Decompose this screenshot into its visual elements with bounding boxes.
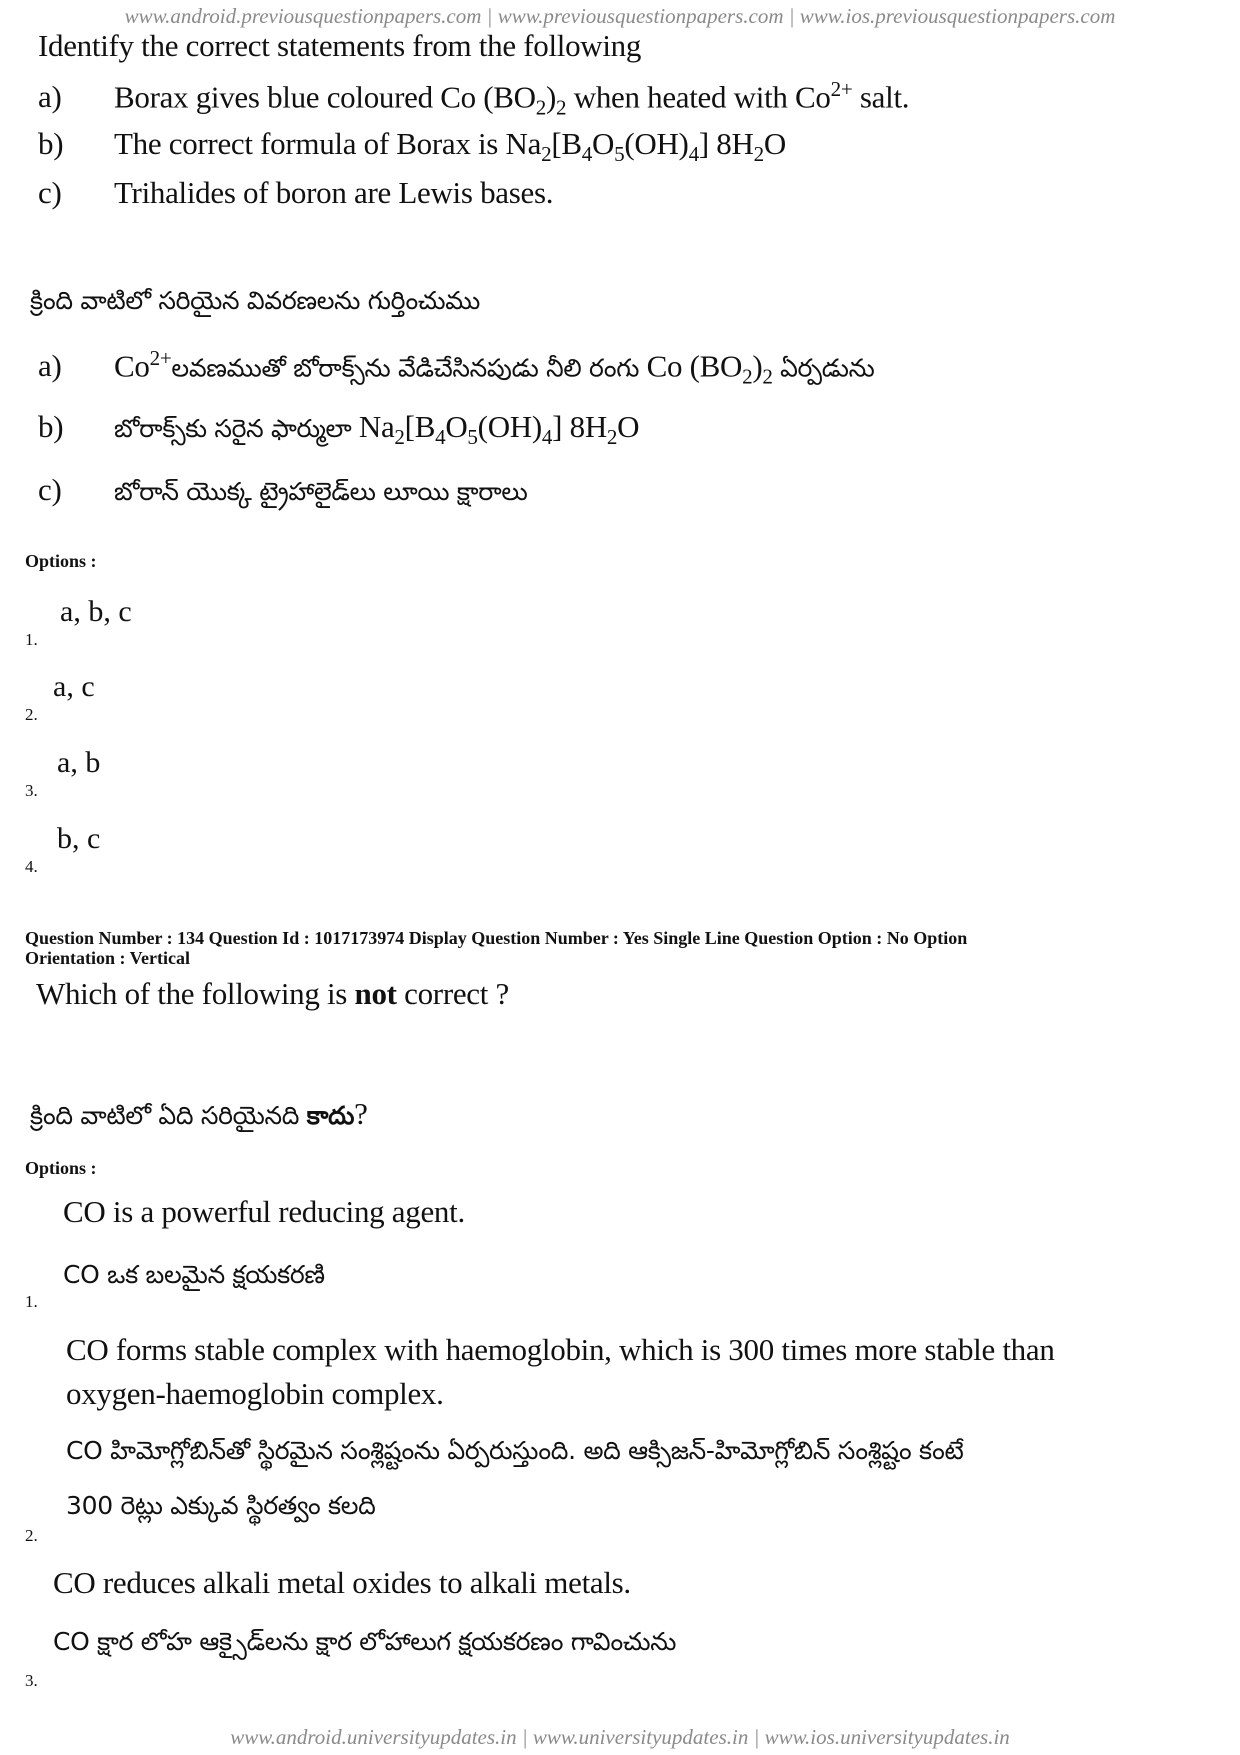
q133-heading-te: క్రింది వాటిలో సరియైన వివరణలను గుర్తించుము [30, 286, 480, 315]
q133-statement-a: a) Borax gives blue coloured Co $(BO_2)_2$ when heated with $Co^{2+}$ salt. [38, 77, 910, 120]
q134-metadata: Question Number : 134 Question Id : 1017173974 Display Question Number : Yes Single Line Question Option : No Option Orientation : Vertical [25, 928, 968, 968]
q134-option-1-text-te[interactable]: CO ఒక బలమైన క్షయకరణి [63, 1260, 325, 1289]
q134-question-te: క్రింది వాటిలో ఏది సరియైనది కాదు? [30, 1096, 368, 1131]
label-b: b) [38, 126, 64, 161]
q133-te-statement-a: a) $Co^{2+}లవణముతో$ బోరాక్స్‌ను వేడిచేసినపుడు నీలి రంగు Co $(BO_2)_2$ ఏర్పడును [38, 346, 875, 389]
footer-watermark[interactable]: www.android.universityupdates.in | www.universityupdates.in | www.ios.universityupdates.in [230, 1725, 1010, 1749]
q133-option-4-number: 4. [25, 857, 38, 876]
q134-option-2-text-en-line2[interactable]: oxygen-haemoglobin complex. [66, 1376, 444, 1411]
q133-option-2-text[interactable]: a, c [53, 670, 95, 703]
q133-heading-en: Identify the correct statements from the following [38, 28, 642, 63]
q134-options-label: Options : [25, 1158, 97, 1178]
q134-option-2-number: 2. [25, 1526, 38, 1545]
q133-statement-b: b) The correct formula of Borax is $Na_2[B_4O_5(OH)_4]$ $8H_2O$ [38, 126, 786, 167]
q134-option-2-text-te-line1[interactable]: CO హిమోగ్లోబిన్‌తో స్థిరమైన సంశ్లిష్టంను ఏర్పరుస్తుంది. అది ఆక్సిజన్-హిమోగ్లోబిన్ సంశ్లిష్టం కంటే [66, 1436, 964, 1465]
q133-option-1-text[interactable]: a, b, c [60, 595, 132, 628]
label-a: a) [38, 79, 62, 115]
header-watermark[interactable]: www.android.previousquestionpapers.com | www.previousquestionpapers.com | www.ios.previousquestionpapers.com [124, 4, 1116, 28]
q134-option-3-text-te[interactable]: CO క్షార లోహ ఆక్సైడ్‌లను క్షార లోహాలుగ క్షయకరణం గావించును [53, 1627, 677, 1656]
q133-te-statement-b: b) బోరాక్స్‌కు సరైన ఫార్ములా $Na_2[B_4O_5(OH)_4]$ $8H_2O$ [38, 409, 640, 450]
label-c: c) [38, 175, 62, 210]
q133-te-statement-c: c) బోరాన్ యొక్క ట్రైహాలైడ్‌లు లూయి క్షారాలు [38, 472, 528, 507]
q134-option-3-text-en[interactable]: CO reduces alkali metal oxides to alkali metals. [53, 1565, 631, 1600]
q134-option-1-number: 1. [25, 1292, 38, 1311]
q134-option-3-number: 3. [25, 1671, 38, 1690]
q133-option-2-number: 2. [25, 705, 38, 724]
q134-option-2-text-te-line2[interactable]: 300 రెట్లు ఎక్కువ స్థిరత్వం కలది [66, 1491, 376, 1520]
q133-option-4-text[interactable]: b, c [57, 822, 101, 855]
q134-option-1-text-en[interactable]: CO is a powerful reducing agent. [63, 1194, 465, 1229]
q133-option-3-number: 3. [25, 781, 38, 800]
q133-statement-c: c) Trihalides of boron are Lewis bases. [38, 175, 554, 210]
q134-option-2-text-en-line1[interactable]: CO forms stable complex with haemoglobin, which is 300 times more stable than [66, 1332, 1055, 1367]
q133-options-label: Options : [25, 551, 97, 571]
q133-option-3-text[interactable]: a, b [57, 746, 101, 779]
q134-question-en: Which of the following is not correct ? [36, 976, 509, 1011]
q133-option-1-number: 1. [25, 630, 38, 649]
